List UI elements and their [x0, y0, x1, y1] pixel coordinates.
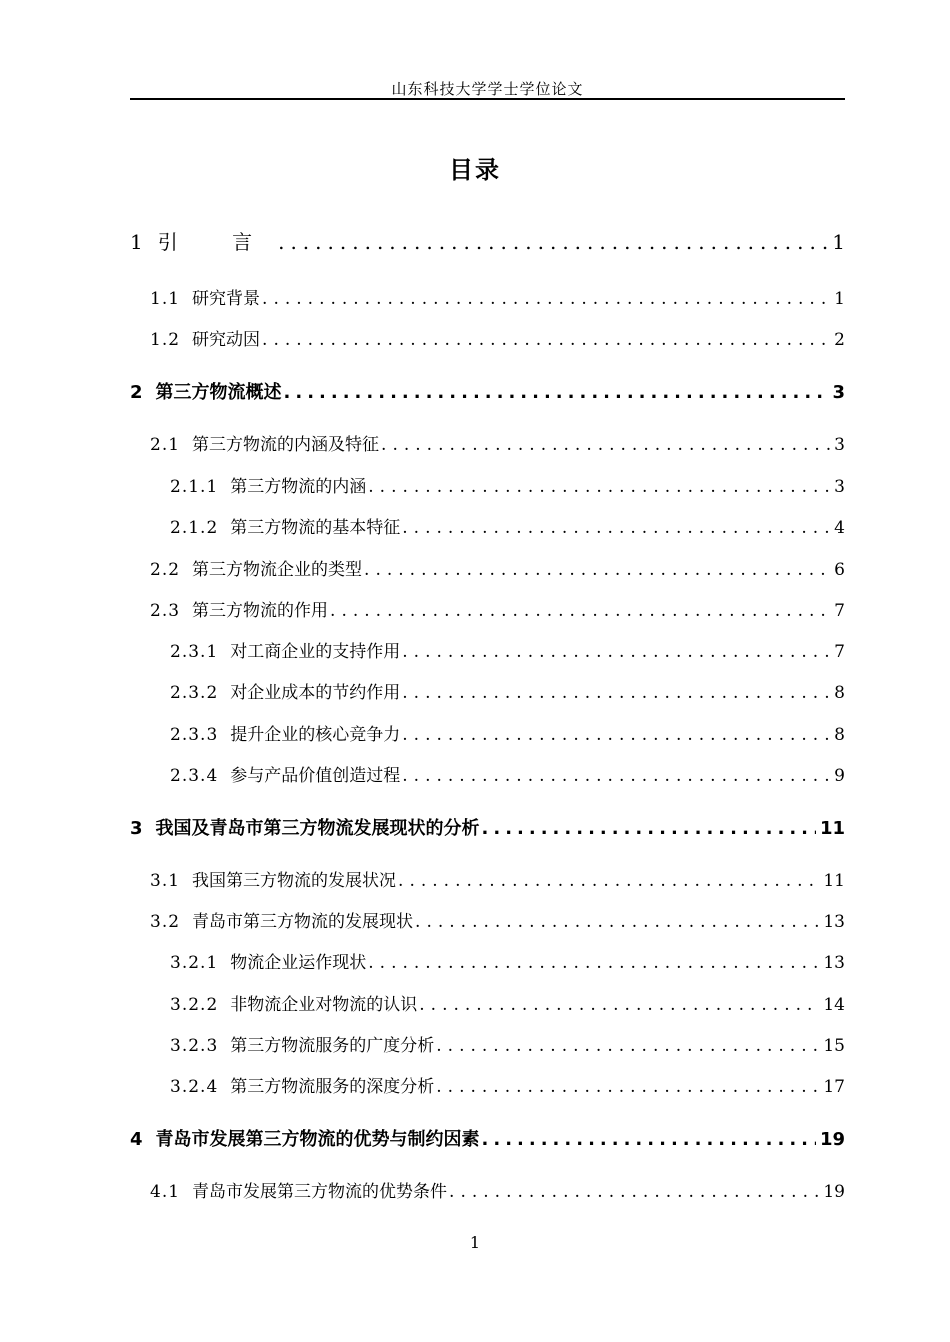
toc-dot-leader [398, 871, 819, 891]
toc-entry-number: 2.2 [150, 560, 181, 580]
toc-dot-leader [436, 1077, 819, 1097]
toc-entry-page: 19 [819, 1129, 845, 1150]
toc-entry-number: 1.1 [150, 289, 181, 309]
toc-entry[interactable] [150, 1177, 845, 1202]
toc-entry-page: 19 [823, 1182, 845, 1202]
toc-dot-leader [402, 683, 830, 703]
toc-dot-leader [284, 382, 829, 403]
toc-entry[interactable] [170, 637, 845, 662]
toc-entry-number: 3.2.1 [170, 953, 219, 973]
toc-entry-page: 3 [834, 435, 845, 455]
toc-entry-label: 我国及青岛市第三方物流发展现状的分析 [155, 818, 480, 839]
toc-entry[interactable] [150, 325, 845, 350]
toc-entry[interactable] [170, 1072, 845, 1097]
toc-entry-label: 第三方物流服务的广度分析 [230, 1036, 435, 1056]
toc-entry-page: 11 [823, 871, 845, 891]
toc-entry[interactable] [130, 814, 845, 840]
toc-entry-label: 第三方物流的内涵及特征 [192, 435, 380, 455]
toc-entry[interactable] [170, 1031, 845, 1056]
toc-entry[interactable] [130, 378, 845, 404]
toc-dot-leader [262, 330, 830, 350]
toc-entry[interactable] [170, 761, 845, 786]
toc-entry-label: 提升企业的核心竞争力 [230, 725, 401, 745]
header-rule [130, 98, 845, 100]
toc-dot-leader [449, 1182, 819, 1202]
toc-entry-page: 8 [834, 725, 845, 745]
toc-entry-label: 第三方物流的作用 [192, 601, 329, 621]
toc-entry-label: 参与产品价值创造过程 [230, 766, 401, 786]
toc-title: 目录 [449, 156, 501, 184]
toc-entry[interactable] [170, 720, 845, 745]
toc-dot-leader [419, 995, 819, 1015]
toc-dot-leader [415, 912, 819, 932]
toc-entry-label: 青岛市发展第三方物流的优势与制约因素 [155, 1129, 480, 1150]
toc-dot-leader [402, 518, 830, 538]
toc-entry-label: 青岛市发展第三方物流的优势条件 [192, 1182, 448, 1202]
toc-entry-page: 17 [823, 1077, 845, 1097]
toc-dot-leader [381, 435, 830, 455]
toc-entry-label: 青岛市第三方物流的发展现状 [192, 912, 414, 932]
toc-dot-leader [402, 642, 830, 662]
toc-entry-label: 研究动因 [192, 330, 261, 350]
toc-entry[interactable] [150, 555, 845, 580]
toc-entry-number: 3.2.3 [170, 1036, 219, 1056]
toc-entry-label: 研究背景 [192, 289, 261, 309]
toc-dot-leader [436, 1036, 819, 1056]
toc-entry-page: 1 [832, 230, 845, 254]
toc-entry[interactable] [170, 990, 845, 1015]
toc-entry-page: 11 [819, 818, 845, 839]
toc-entry[interactable] [170, 513, 845, 538]
toc-entry-number: 2.1.1 [170, 477, 219, 497]
toc-entry-number: 3.2.2 [170, 995, 219, 1015]
toc-entry-page: 4 [834, 518, 845, 538]
toc-entry-page: 2 [834, 330, 845, 350]
toc-entry-number: 3 [130, 818, 144, 839]
toc-dot-leader [368, 953, 819, 973]
toc-entry-label: 对企业成本的节约作用 [230, 683, 401, 703]
toc-entry[interactable] [130, 1125, 845, 1151]
toc-entry-page: 3 [834, 477, 845, 497]
toc-dot-leader [402, 725, 830, 745]
toc-entry-label: 第三方物流的内涵 [230, 477, 367, 497]
toc-entry-number: 1 [130, 230, 144, 254]
toc-entry-page: 7 [834, 601, 845, 621]
toc-entry-number: 1.2 [150, 330, 181, 350]
toc-entry[interactable] [150, 907, 845, 932]
toc-entry-number: 2.3.1 [170, 642, 219, 662]
toc-entry-page: 1 [834, 289, 845, 309]
toc-entry-page: 13 [823, 912, 845, 932]
toc-entry-page: 9 [834, 766, 845, 786]
toc-entry[interactable] [150, 866, 845, 891]
running-header: 山东科技大学学士学位论文 [391, 80, 584, 98]
toc-entry[interactable] [170, 948, 845, 973]
toc-entry-number: 4 [130, 1129, 144, 1150]
toc-entry-number: 3.2 [150, 912, 181, 932]
toc-entry-label: 引 言 [157, 230, 277, 254]
toc-dot-leader [482, 1129, 816, 1150]
toc-entry-label: 第三方物流概述 [155, 382, 282, 403]
toc-dot-leader [402, 766, 830, 786]
toc-entry[interactable] [150, 596, 845, 621]
toc-entry-label: 非物流企业对物流的认识 [230, 995, 418, 1015]
toc-entry-label: 第三方物流的基本特征 [230, 518, 401, 538]
toc-dot-leader [364, 560, 830, 580]
toc-entry-page: 14 [823, 995, 845, 1015]
toc-entry-page: 13 [823, 953, 845, 973]
toc-entry-number: 2.3.3 [170, 725, 219, 745]
toc-entry[interactable] [170, 678, 845, 703]
toc-dot-leader [482, 818, 816, 839]
toc-entry-number: 2.1.2 [170, 518, 219, 538]
toc-entry-label: 第三方物流企业的类型 [192, 560, 363, 580]
toc-entry[interactable] [170, 472, 845, 497]
toc-entry[interactable] [130, 226, 845, 255]
toc-dot-leader [330, 601, 830, 621]
toc-entry-number: 2.3.2 [170, 683, 219, 703]
toc-dot-leader [262, 289, 830, 309]
toc-entry-number: 2.3 [150, 601, 181, 621]
toc-entry[interactable] [150, 430, 845, 455]
toc-dot-leader [278, 230, 828, 254]
page-number: 1 [469, 1233, 481, 1252]
toc-entry-label: 我国第三方物流的发展状况 [192, 871, 397, 891]
toc-entry-number: 2 [130, 382, 144, 403]
toc-entry-page: 3 [832, 382, 845, 403]
toc-entry-page: 6 [834, 560, 845, 580]
toc-entry-label: 第三方物流服务的深度分析 [230, 1077, 435, 1097]
toc-entry-label: 物流企业运作现状 [230, 953, 367, 973]
toc-entry[interactable] [150, 284, 845, 309]
toc-entry-number: 2.1 [150, 435, 181, 455]
toc-entry-page: 7 [834, 642, 845, 662]
toc-dot-leader [368, 477, 830, 497]
toc-entry-number: 3.2.4 [170, 1077, 219, 1097]
toc-entry-page: 8 [834, 683, 845, 703]
toc-entry-number: 3.1 [150, 871, 181, 891]
toc-entry-label: 对工商企业的支持作用 [230, 642, 401, 662]
toc-entry-page: 15 [823, 1036, 845, 1056]
toc-entry-number: 2.3.4 [170, 766, 219, 786]
toc-entry-number: 4.1 [150, 1182, 181, 1202]
